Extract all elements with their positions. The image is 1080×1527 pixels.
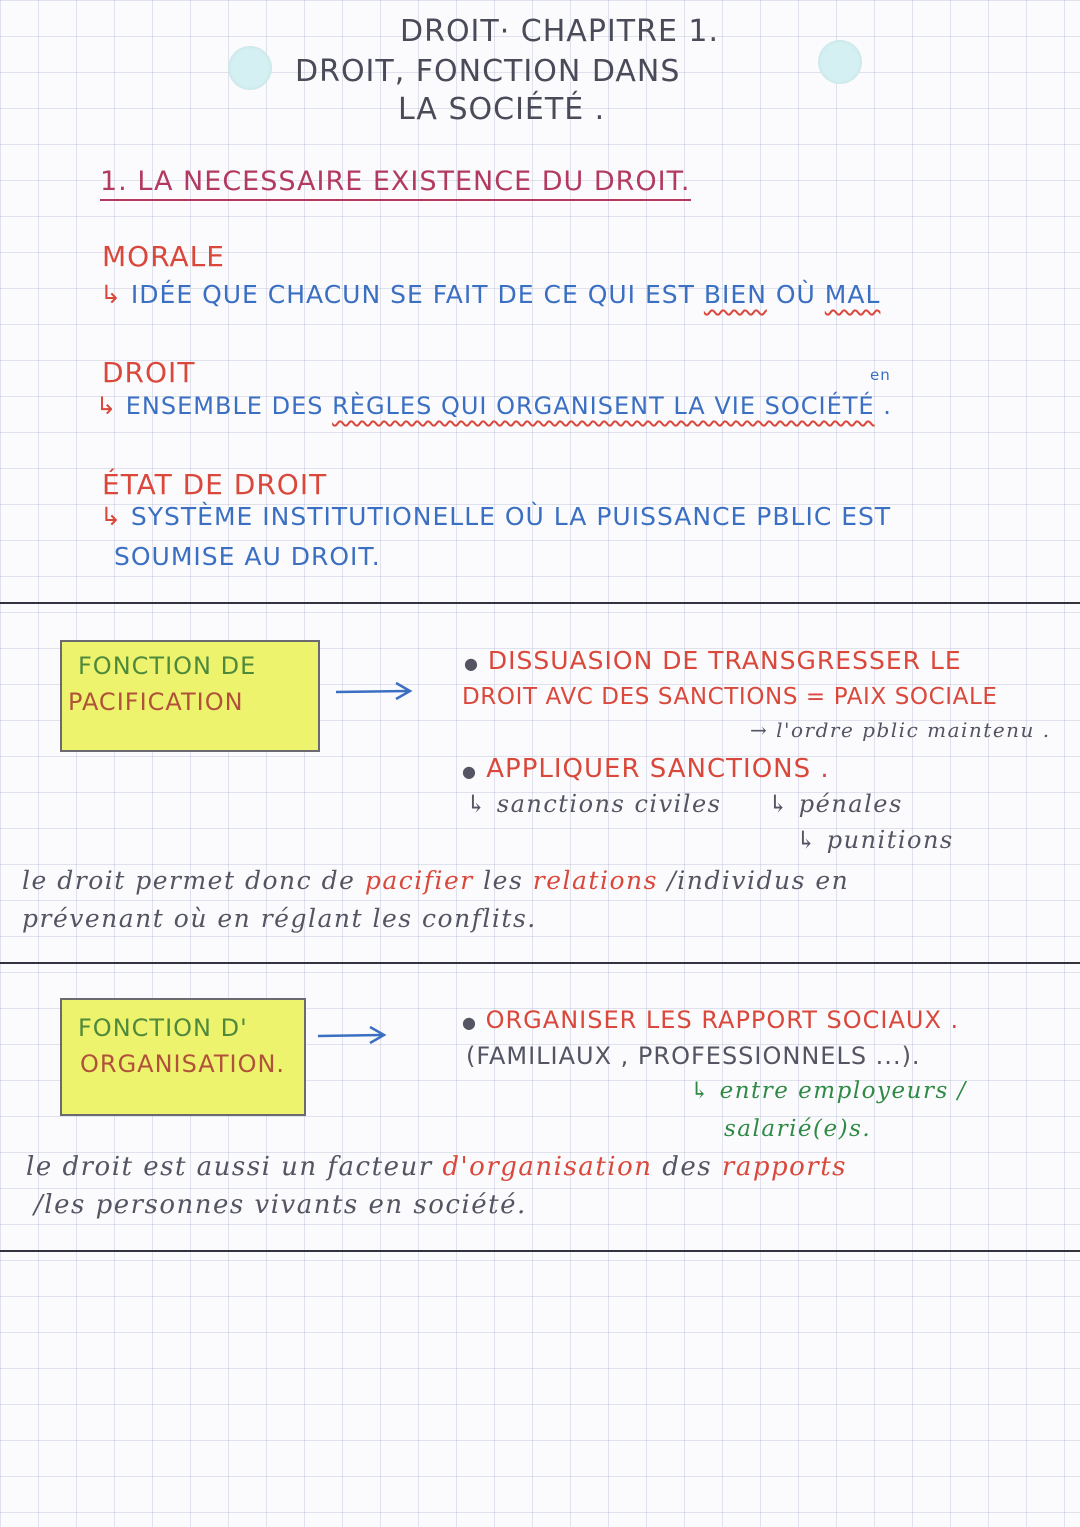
summary-keyword: rapports	[721, 1152, 847, 1182]
sanctions-penales-text: pénales	[798, 790, 903, 818]
box-pacification-line2: PACIFICATION	[68, 688, 244, 716]
sub-arrow-icon: ↳	[96, 392, 118, 420]
pacification-bullet1-text: DISSUASION DE TRANSGRESSER LE	[487, 646, 962, 675]
pacification-summary-line2: prévenant où en réglant les conflits.	[22, 904, 537, 933]
box-fonction-pacification	[60, 640, 320, 752]
bullet-icon: ●	[462, 1013, 477, 1032]
pacification-bullet2	[462, 754, 830, 784]
summary-text: le droit permet donc de	[22, 866, 365, 895]
chapter-subtitle: DROIT, FONCTION DANS	[295, 54, 681, 89]
term-etat-de-droit: ÉTAT DE DROIT	[102, 468, 328, 501]
binder-hole-right	[818, 40, 862, 84]
summary-text: le droit est aussi un facteur	[26, 1152, 443, 1182]
sub-arrow-icon: ↳	[768, 790, 790, 818]
summary-text: des	[652, 1152, 722, 1182]
summary-keyword: relations	[532, 866, 658, 895]
sub-arrow-icon: ↳	[690, 1078, 711, 1104]
summary-keyword: d'organisation	[442, 1152, 653, 1182]
sanctions-civiles-text: sanctions civiles	[496, 790, 722, 818]
definition-etat-line1	[100, 502, 891, 531]
sanctions-civiles	[466, 790, 722, 818]
pacification-summary-line1	[22, 866, 849, 895]
word-bien: BIEN	[703, 280, 767, 309]
box-pacification-line1: FONCTION DE	[78, 652, 257, 680]
insert-en: en	[870, 366, 891, 384]
separator-line	[0, 962, 1080, 964]
organisation-note-text: entre employeurs /	[719, 1078, 967, 1104]
word-ou: OÙ	[766, 280, 825, 309]
chapter-title: DROIT· CHAPITRE 1.	[400, 14, 720, 49]
organisation-summary-line2: /les personnes vivants en société.	[34, 1190, 527, 1220]
bullet-icon: ●	[464, 654, 479, 673]
long-right-arrow-icon	[316, 1024, 390, 1046]
sub-arrow-icon: ↳	[100, 280, 122, 309]
box-organisation-line2: ORGANISATION.	[80, 1050, 286, 1078]
binder-hole-left	[228, 46, 272, 90]
word-mal: MAL	[824, 280, 881, 309]
chapter-subtitle-2: LA SOCIÉTÉ .	[398, 92, 606, 127]
definition-morale-text: IDÉE QUE CHACUN SE FAIT DE CE QUI EST	[130, 280, 704, 309]
organisation-note-line2: salarié(e)s.	[724, 1116, 872, 1142]
definition-droit-start: ENSEMBLE DES	[125, 392, 333, 420]
box-organisation-line1: FONCTION D'	[78, 1014, 248, 1042]
pacification-bullet1	[464, 646, 962, 675]
definition-etat-line2: SOUMISE AU DROIT.	[114, 542, 381, 571]
sanctions-punitions-text: punitions	[826, 826, 954, 854]
sanctions-punitions	[796, 826, 954, 854]
definition-morale	[100, 280, 880, 309]
definition-droit-end: .	[874, 392, 892, 420]
section-heading: 1. LA NECESSAIRE EXISTENCE DU DROIT.	[100, 166, 691, 201]
separator-line	[0, 1250, 1080, 1252]
summary-text: /individus en	[657, 866, 850, 895]
sub-arrow-icon: ↳	[100, 502, 122, 531]
organisation-summary-line1	[26, 1152, 847, 1182]
pacification-note: → l'ordre pblic maintenu .	[750, 718, 1051, 742]
organisation-bullet1-paren: (FAMILIAUX , PROFESSIONNELS ...).	[466, 1042, 921, 1070]
organisation-bullet1	[462, 1006, 959, 1034]
sub-arrow-icon: ↳	[466, 790, 488, 818]
pacification-bullet1-line2: DROIT AVC DES SANCTIONS = PAIX SOCIALE	[462, 684, 998, 710]
definition-droit	[96, 392, 892, 420]
sanctions-penales	[768, 790, 903, 818]
summary-keyword: pacifier	[364, 866, 474, 895]
term-morale: MORALE	[102, 240, 225, 273]
organisation-bullet1-text: ORGANISER LES RAPPORT SOCIAUX .	[485, 1006, 960, 1034]
term-droit: DROIT	[102, 356, 196, 389]
organisation-note-line1	[690, 1078, 967, 1104]
long-right-arrow-icon	[334, 680, 416, 702]
separator-line	[0, 602, 1080, 604]
bullet-icon: ●	[462, 762, 477, 781]
definition-droit-underlined: RÈGLES QUI ORGANISENT LA VIE SOCIÉTÉ	[332, 392, 875, 420]
box-fonction-organisation	[60, 998, 306, 1116]
definition-etat-text: SYSTÈME INSTITUTIONELLE OÙ LA PUISSANCE PBLIC EST	[130, 502, 892, 531]
summary-text: les	[473, 866, 533, 895]
pacification-bullet2-text: APPLIQUER SANCTIONS .	[486, 754, 830, 784]
sub-arrow-icon: ↳	[796, 826, 818, 854]
